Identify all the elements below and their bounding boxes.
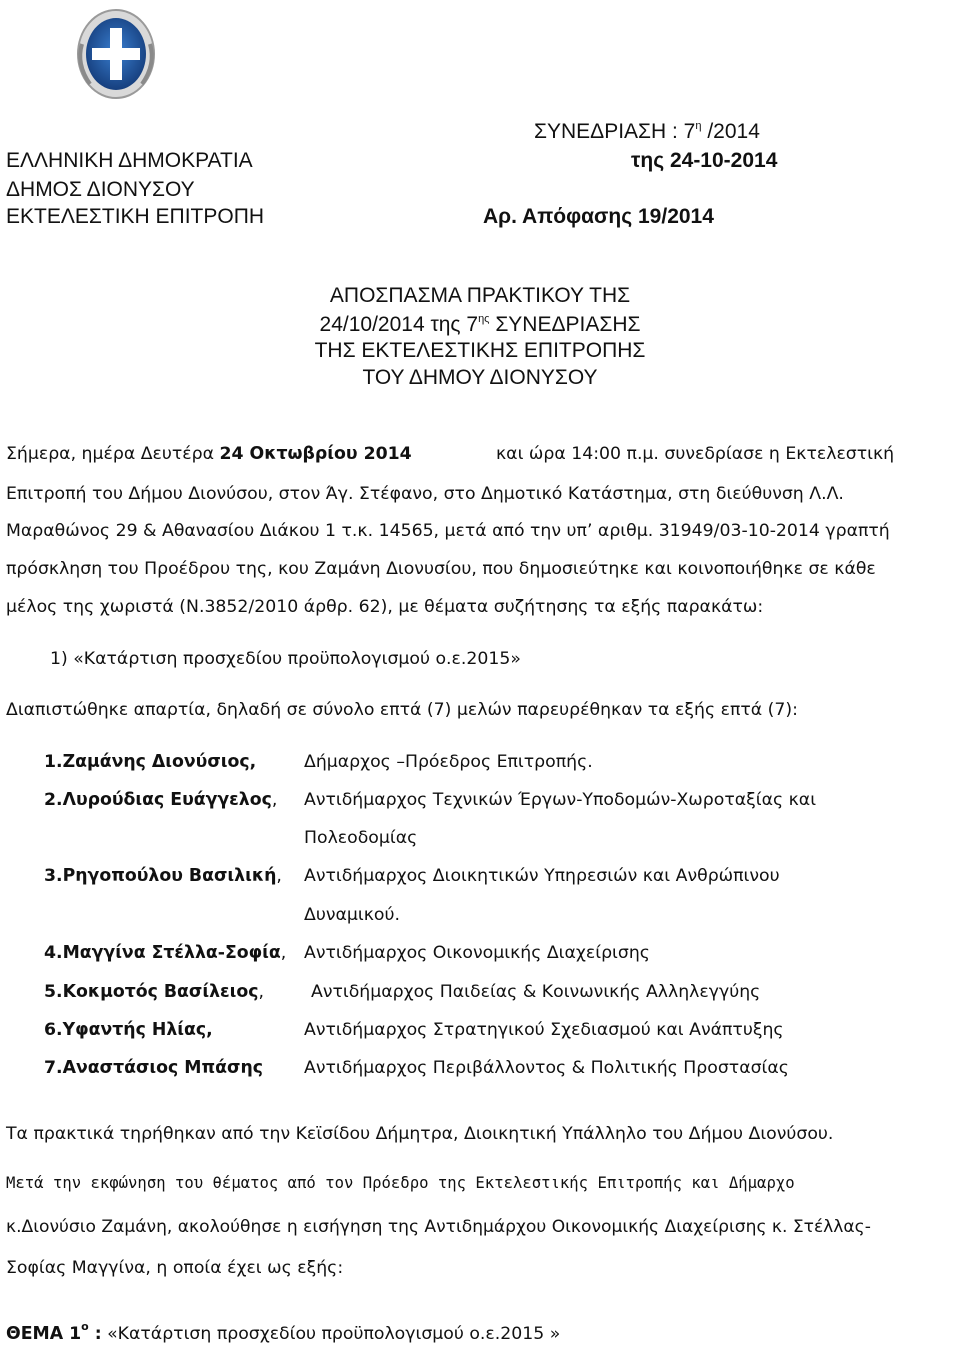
member-role-cont: Δυναμικού.: [304, 905, 400, 925]
quorum-statement: Διαπιστώθηκε απαρτία, δηλαδή σε σύνολο επτά (7) μελών παρευρέθηκαν τα εξής επτά (7):: [6, 700, 798, 720]
session-date: της 24-10-2014: [631, 149, 778, 172]
title-line-4: ΤΟΥ ΔΗΜΟΥ ΔΙΟΝΥΣΟΥ: [362, 366, 598, 389]
title-line-1: ΑΠΟΣΠΑΣΜΑ ΠΡΑΚΤΙΚΟΥ ΤΗΣ: [329, 284, 631, 307]
title-line-2: 24/10/2014 της $7^{\eta\varsigma}$ ΣΥΝΕΔΡΙΑΣΗΣ: [319, 313, 641, 336]
minutes-keeper: Τα πρακτικά τηρήθηκαν από την Κεϊσίδου Δήμητρα, Διοικητική Υπάλληλο του Δήμου Διονύσου.: [6, 1124, 834, 1144]
member-name: 1.Ζαμάνης Διονύσιος,: [44, 752, 257, 772]
after-line-2: κ.Διονύσιο Ζαμάνη, ακολούθησε η εισήγηση της Αντιδημάρχου Οικονομικής Διαχείρισης κ. Στέλλας-: [6, 1217, 871, 1237]
topic-line: [6, 1320, 561, 1344]
intro-line-2: Επιτροπή του Δήμου Διονύσου, στον Άγ. Στέφανο, στο Δημοτικό Κατάστημα, στη διεύθυνση Λ.Λ.: [6, 484, 844, 504]
member-name: 3.Ρηγοπούλου Βασιλική,: [44, 866, 282, 886]
member-name: 6.Υφαντής Ηλίας,: [44, 1020, 213, 1040]
municipality-name: ΔΗΜΟΣ ΔΙΟΝΥΣΟΥ: [6, 178, 195, 201]
member-role: Αντιδήμαρχος Στρατηγικού Σχεδιασμού και Ανάπτυξης: [304, 1020, 784, 1040]
session-number: ΣΥΝΕΔΡΙΑΣΗ : $7^\eta$ /2014: [534, 120, 760, 143]
intro-line-1-end: και ώρα 14:00 π.μ. συνεδρίασε η Εκτελεστική: [496, 444, 895, 464]
intro-line-1: Σήμερα, ημέρα Δευτέρα 24 Οκτωβρίου 2014: [6, 444, 412, 464]
state-name: ΕΛΛΗΝΙΚΗ ΔΗΜΟΚΡΑΤΙΑ: [6, 149, 253, 172]
after-line-1: Μετά την εκφώνηση του θέματος από τον Πρόεδρο της Εκτελεστικής Επιτροπής και Δήμαρχο: [6, 1174, 795, 1192]
intro-line-3: Μαραθώνος 29 & Αθανασίου Διάκου 1 τ.κ. 14565, μετά από την υπ’ αριθμ. 31949/03-10-2014 γραπτή: [6, 521, 890, 541]
after-line-3: Σοφίας Μαγγίνα, η οποία έχει ως εξής:: [6, 1258, 344, 1278]
decision-number: Αρ. Απόφασης 19/2014: [483, 205, 714, 228]
topic-text: «Κατάρτιση προσχεδίου προϋπολογισμού ο.ε.2015 »: [107, 1324, 561, 1344]
title-line-3: ΤΗΣ ΕΚΤΕΛΕΣΤΙΚΗΣ ΕΠΙΤΡΟΠΗΣ: [314, 339, 646, 362]
intro-line-5: μέλος της χωριστά (Ν.3852/2010 άρθρ. 62), με θέματα συζήτησης τα εξής παρακάτω:: [6, 597, 764, 617]
member-role: Αντιδήμαρχος Περιβάλλοντος & Πολιτικής Προστασίας: [304, 1058, 789, 1078]
member-role-cont: Πολεοδομίας: [304, 828, 418, 848]
member-role: Δήμαρχος –Πρόεδρος Επιτροπής.: [304, 752, 593, 772]
member-name: 4.Μαγγίνα Στέλλα-Σοφία,: [44, 943, 287, 963]
member-role: Αντιδήμαρχος Οικονομικής Διαχείρισης: [304, 943, 650, 963]
member-name: 5.Κοκμοτός Βασίλειος,: [44, 982, 265, 1002]
topic-label: ΘΕΜΑ $1^o$ :: [6, 1320, 102, 1344]
greek-emblem-icon: [68, 4, 164, 100]
member-role: Αντιδήμαρχος Παιδείας & Κοινωνικής Αλληλεγγύης: [311, 982, 761, 1002]
agenda-item: 1) «Κατάρτιση προσχεδίου προϋπολογισμού ο.ε.2015»: [50, 649, 521, 669]
intro-line-4: πρόσκληση του Προέδρου της, κου Ζαμάνη Διονυσίου, που δημοσιεύτηκε και κοινοποιήθηκε σε κάθε: [6, 559, 876, 579]
member-role: Αντιδήμαρχος Τεχνικών Έργων-Υποδομών-Χωροταξίας και: [304, 790, 817, 810]
member-name: 2.Λυρούδιας Ευάγγελος,: [44, 790, 278, 810]
member-name: 7.Αναστάσιος Μπάσης: [44, 1058, 264, 1078]
member-role: Αντιδήμαρχος Διοικητικών Υπηρεσιών και Ανθρώπινου: [304, 866, 780, 886]
committee-name: ΕΚΤΕΛΕΣΤΙΚΗ ΕΠΙΤΡΟΠΗ: [6, 205, 265, 228]
